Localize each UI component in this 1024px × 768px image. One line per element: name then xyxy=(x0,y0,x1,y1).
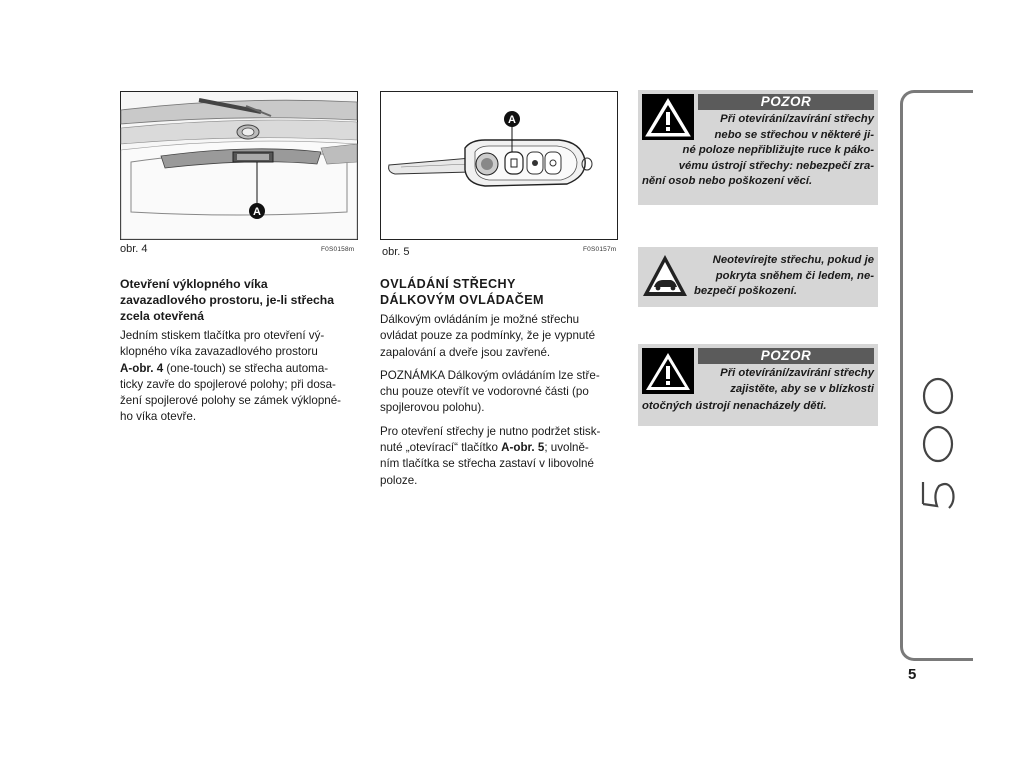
warning-triangle-icon xyxy=(642,348,694,394)
warning-box-snow xyxy=(638,247,878,307)
figure-4-code: F0S0158m xyxy=(321,246,355,253)
section-remote-roof-control xyxy=(380,276,620,489)
body-line: Jedním stiskem tlačítka pro otevření vý- xyxy=(120,329,325,342)
warning-line: nebo se střechou v některé ji- xyxy=(714,128,874,141)
body-line: ho víka otevře. xyxy=(120,410,197,424)
section-heading-line: zavazadlového prostoru, je-li střecha xyxy=(120,293,335,307)
fiat-500-logo xyxy=(813,229,953,519)
figure-5-remote-image xyxy=(380,91,618,240)
figure-5-caption: obr. 5 xyxy=(382,246,410,258)
figure-reference: A-obr. 4 xyxy=(120,361,164,375)
body-line: ovládat pouze za podmínky, že je vypnuté xyxy=(380,329,596,343)
warning-line: Při otevírání/zavírání střechy xyxy=(720,367,874,379)
body-text: (one-touch) se střecha automa- xyxy=(163,361,329,375)
warning-line: otočných ústrojí nenacházely děti. xyxy=(642,400,827,412)
warning-line: Při otevírání/zavírání střechy xyxy=(720,113,874,125)
body-line: klopného víka zavazadlového prostoru xyxy=(120,345,318,359)
callout-a-fig5: A xyxy=(508,114,516,126)
warning-line: bezpečí poškození. xyxy=(694,285,797,298)
body-line: ticky zavře do spojlerové polohy; při dosa- xyxy=(120,377,336,391)
warning-text xyxy=(694,253,874,300)
warning-box-pozor-1 xyxy=(638,90,878,205)
warning-title-bar: POZOR xyxy=(698,94,874,110)
body-text: nuté „otevírací“ tlačítko xyxy=(380,441,502,455)
note-line: chu pouze otevřít ve vodorovné části (po xyxy=(380,385,589,399)
warning-text xyxy=(698,366,874,397)
warning-line: vému ústrojí střechy: nebezpečí zra- xyxy=(678,159,874,172)
chapter-tab xyxy=(813,90,973,661)
warning-line: pokryta sněhem či ledem, ne- xyxy=(715,269,874,282)
figure-reference: A-obr. 5 xyxy=(501,441,545,455)
figure-5-code: F0S0157m xyxy=(583,246,617,253)
warning-title-bar: POZOR xyxy=(698,348,874,364)
page-number: 5 xyxy=(908,666,917,683)
section-heading-line: zcela otevřená xyxy=(120,309,205,323)
warning-text-full xyxy=(642,399,874,415)
note-line: POZNÁMKA Dálkovým ovládáním lze stře- xyxy=(380,368,600,382)
section-heading-line: Otevření výklopného víka xyxy=(120,277,268,291)
figure-4-caption: obr. 4 xyxy=(120,243,148,255)
body-line: Pro otevření střechy je nutno podržet stisk- xyxy=(380,424,601,438)
section-heading-line: DÁLKOVÝM OVLÁDAČEM xyxy=(380,293,544,307)
warning-line: Neotevírejte střechu, pokud je xyxy=(712,254,874,266)
section-trunk-opening xyxy=(120,276,358,426)
remote-key-illustration xyxy=(381,92,617,239)
warning-triangle-icon xyxy=(642,94,694,140)
body-line xyxy=(120,361,358,377)
warning-box-pozor-2 xyxy=(638,344,878,426)
section-heading-line: OVLÁDÁNÍ STŘECHY xyxy=(380,277,516,291)
warning-line: zajistěte, aby se v blízkosti xyxy=(730,382,874,395)
warning-line: nění osob nebo poškození věcí. xyxy=(642,175,813,188)
body-line: Dálkovým ovládáním je možné střechu xyxy=(380,313,580,326)
warning-text-full xyxy=(642,143,874,190)
car-damage-warning-icon xyxy=(641,253,689,299)
body-line: ním tlačítka se střecha zastaví v libovolné xyxy=(380,457,594,471)
note-line: spojlerovou polohu). xyxy=(380,401,485,415)
callout-a-fig4: A xyxy=(253,206,261,218)
warning-line: né poloze nepřibližujte ruce k páko- xyxy=(682,144,874,156)
figure-4-trunk-image xyxy=(120,91,358,240)
body-line: zapalování a dveře jsou zavřené. xyxy=(380,345,551,359)
body-line: žení spojlerové polohy se zámek výklopné- xyxy=(120,394,342,408)
body-text: ; uvolně- xyxy=(544,441,589,455)
body-line: poloze. xyxy=(380,473,418,487)
body-line xyxy=(380,440,620,456)
warning-text xyxy=(698,112,874,143)
trunk-illustration xyxy=(121,92,357,239)
logo-text: 500 xyxy=(813,229,815,230)
